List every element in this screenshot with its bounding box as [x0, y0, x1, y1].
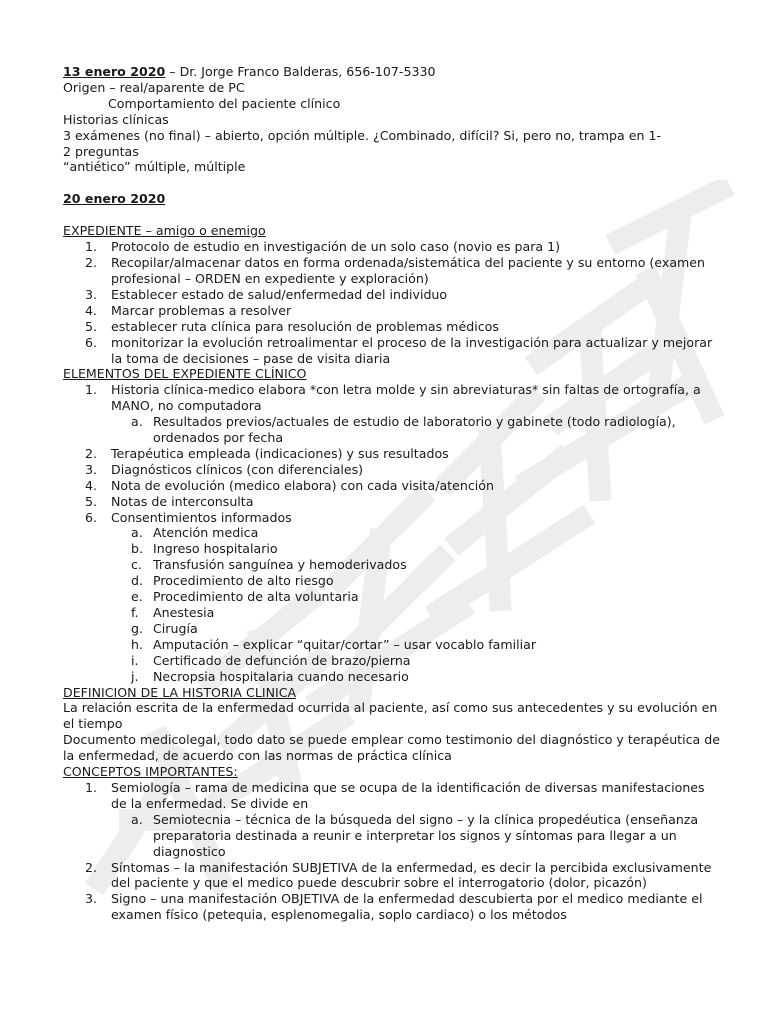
list-item — [63, 478, 723, 494]
list-text: Síntomas – la manifestación SUBJETIVA de la enfermedad, es decir la percibida exclusivamente del paciente y que el medico puede descubrir sobre el interrogatorio (dolor, picazón) — [111, 859, 712, 891]
list-item — [63, 255, 723, 287]
note-line: Comportamiento del paciente clínico — [108, 95, 341, 111]
list-number: 3. — [85, 286, 98, 302]
list-item — [63, 335, 723, 367]
sub-list-text: Semiotecnia – técnica de la búsqueda del signo – y la clínica propedéutica (enseñanza preparatoria destinada a reunir e interpretar los signos y síntomas para llegar a un diagnostico — [153, 811, 699, 859]
sub-list-text: Atención medica — [153, 525, 259, 541]
sub-list-text: Cirugía — [153, 620, 198, 636]
list-text: Establecer estado de salud/enfermedad del individuo — [111, 286, 448, 302]
section-heading-expediente: EXPEDIENTE – amigo o enemigo — [63, 223, 266, 239]
sub-list-item — [63, 653, 723, 669]
sub-list-item — [63, 541, 723, 557]
list-item — [63, 510, 723, 526]
section-heading-definicion: DEFINICION DE LA HISTORIA CLINICA — [63, 684, 297, 700]
sub-list-letter: a. — [131, 414, 143, 430]
list-number: 6. — [85, 509, 98, 525]
list-text: Marcar problemas a resolver — [111, 302, 292, 318]
sub-list-text: Procedimiento de alta voluntaria — [153, 589, 359, 605]
list-item — [63, 891, 723, 923]
list-number: 5. — [85, 318, 98, 334]
list-number: 1. — [85, 779, 98, 795]
list-item — [63, 780, 723, 812]
sub-list-letter: b. — [131, 541, 143, 557]
sub-list-letter: g. — [131, 620, 143, 636]
list-number: 2. — [85, 859, 98, 875]
list-item — [63, 446, 723, 462]
list-number: 3. — [85, 461, 98, 477]
document-page — [63, 64, 723, 923]
list-text: Notas de interconsulta — [111, 493, 254, 509]
list-number: 6. — [85, 334, 98, 350]
list-text: Semiología – rama de medicina que se ocupa de la identificación de diversas manifestaciones de la enfermedad. Se divide en — [111, 779, 705, 811]
sub-list-text: Necropsia hospitalaria cuando necesario — [153, 668, 409, 684]
conceptos-list — [63, 780, 723, 923]
lecture-date-2: 20 enero 2020 — [63, 191, 166, 207]
list-item — [63, 494, 723, 510]
list-item — [63, 319, 723, 335]
list-number: 2. — [85, 255, 98, 271]
list-item — [63, 239, 723, 255]
list-item — [63, 462, 723, 478]
definicion-paragraph: Documento medicolegal, todo dato se puede emplear como testimonio del diagnóstico y terapéutica de la enfermedad, de acuerdo con las normas de práctica clínica — [63, 732, 720, 764]
list-item — [63, 303, 723, 319]
sub-list-item — [63, 573, 723, 589]
list-text: Nota de evolución (medico elabora) con cada visita/atención — [111, 477, 494, 493]
sub-list-text: Transfusión sanguínea y hemoderivados — [153, 557, 407, 573]
sub-list-text: Anestesia — [153, 605, 215, 620]
list-number: 4. — [85, 302, 98, 318]
list-item — [63, 287, 723, 303]
list-text: establecer ruta clínica para resolución de problemas médicos — [111, 318, 499, 334]
sub-list-item — [63, 621, 723, 637]
definicion-paragraph: La relación escrita de la enfermedad ocurrida al paciente, así como sus antecedentes y su evolución en el tiempo — [63, 700, 718, 732]
note-line: “antiético” múltiple, múltiple — [63, 159, 246, 175]
sub-list-item — [63, 557, 723, 573]
list-text: Historia clínica-medico elabora *con letra molde y sin abreviaturas* sin faltas de ortografía, a MANO, no computadora — [111, 382, 701, 414]
sub-list-letter: h. — [131, 636, 143, 652]
list-number: 4. — [85, 477, 98, 493]
list-number: 5. — [85, 493, 98, 509]
sub-list-letter: e. — [131, 589, 143, 605]
sub-list-item — [63, 414, 723, 446]
sub-list-item — [63, 605, 723, 621]
sub-list-letter: d. — [131, 573, 143, 589]
sub-list-item — [63, 637, 723, 653]
list-text: monitorizar la evolución retroalimentar el proceso de la investigación para actualizar y mejorar la toma de decisiones – pase de visita diaria — [111, 334, 713, 366]
lecture-date: 13 enero 2020 — [63, 64, 166, 79]
list-number: 1. — [85, 382, 98, 398]
list-text: Protocolo de estudio en investigación de un solo caso (novio es para 1) — [111, 239, 561, 255]
lecture-header-text: – Dr. Jorge Franco Balderas, 656-107-5330 — [165, 64, 436, 79]
sub-list-item — [63, 589, 723, 605]
section-heading-conceptos: CONCEPTOS IMPORTANTES: — [63, 764, 238, 780]
sub-list-text: Resultados previos/actuales de estudio de laboratorio y gabinete (todo radiología), ordenados por fecha — [153, 414, 676, 446]
section-heading-elementos: ELEMENTOS DEL EXPEDIENTE CLÍNICO — [63, 366, 307, 382]
lecture-header-1 — [63, 64, 723, 80]
list-number: 1. — [85, 239, 98, 255]
sub-list-text: Certificado de defunción de brazo/pierna — [153, 652, 411, 668]
list-number: 3. — [85, 891, 98, 907]
expediente-list — [63, 239, 723, 366]
sub-list-item — [63, 669, 723, 685]
sub-list-letter: a. — [131, 811, 143, 827]
list-text: Terapéutica empleada (indicaciones) y sus resultados — [111, 445, 449, 461]
list-item — [63, 382, 723, 414]
list-text: Diagnósticos clínicos (con diferenciales) — [111, 461, 364, 477]
note-line: Origen – real/aparente de PC — [63, 79, 245, 95]
list-item — [63, 860, 723, 892]
sub-list-item — [63, 525, 723, 541]
list-text: Consentimientos informados — [111, 509, 292, 525]
note-line: 2 preguntas — [63, 143, 139, 159]
note-line: Historias clínicas — [63, 111, 169, 127]
sub-list-text: Procedimiento de alto riesgo — [153, 573, 334, 589]
sub-list-letter: c. — [131, 557, 142, 573]
sub-list-text: Ingreso hospitalario — [153, 541, 278, 557]
sub-list-item — [63, 812, 723, 860]
note-line: 3 exámenes (no final) – abierto, opción múltiple. ¿Combinado, difícil? Si, pero no, trampa en 1- — [63, 127, 662, 143]
list-text: Signo – una manifestación OBJETIVA de la enfermedad descubierta por el medico mediante el examen físico (petequia, esplenomegalia, soplo cardiaco) o los métodos — [111, 891, 703, 923]
sub-list-letter: i. — [131, 652, 139, 668]
list-text: Recopilar/almacenar datos en forma ordenada/sistemática del paciente y su entorno (examen profesional – ORDEN en expediente y exploración) — [111, 255, 706, 286]
sub-list-letter: j. — [131, 668, 139, 684]
elementos-list — [63, 382, 723, 684]
sub-list-letter: f. — [131, 605, 139, 620]
list-number: 2. — [85, 445, 98, 461]
sub-list-letter: a. — [131, 525, 143, 541]
sub-list-text: Amputación – explicar “quitar/cortar” – usar vocablo familiar — [153, 636, 537, 652]
